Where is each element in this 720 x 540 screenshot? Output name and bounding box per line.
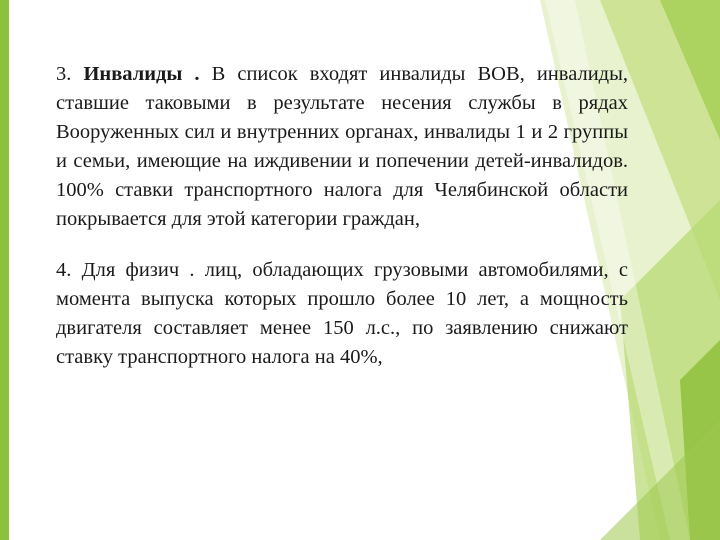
- paragraph-lead: Инвалиды .: [83, 63, 200, 85]
- paragraph-number: 4.: [56, 259, 72, 281]
- paragraph-text: В список входят инвалиды ВОВ, инвалиды, ставшие таковыми в результате несения службы в рядах Вооруженных сил и внутренних органах, инвалиды 1 и 2 группы и семьи, имеющие на иждивении и попечении детей-инвалидов. 100% ставки транспортного налога для Челябинской области покрывается для этой категории граждан,: [56, 63, 628, 230]
- paragraph-3: [56, 60, 628, 234]
- left-stripe: [0, 0, 9, 540]
- paragraph-text: Для физич . лиц, обладающих грузовыми автомобилями, с момента выпуска которых прошло более 10 лет, а мощность двигателя составляет менее 150 л.с., по заявлению снижают ставку транспортного налога на 40%,: [56, 259, 629, 368]
- paragraph-4: [56, 256, 628, 372]
- paragraph-number: 3.: [56, 63, 72, 85]
- text-block: [56, 60, 628, 372]
